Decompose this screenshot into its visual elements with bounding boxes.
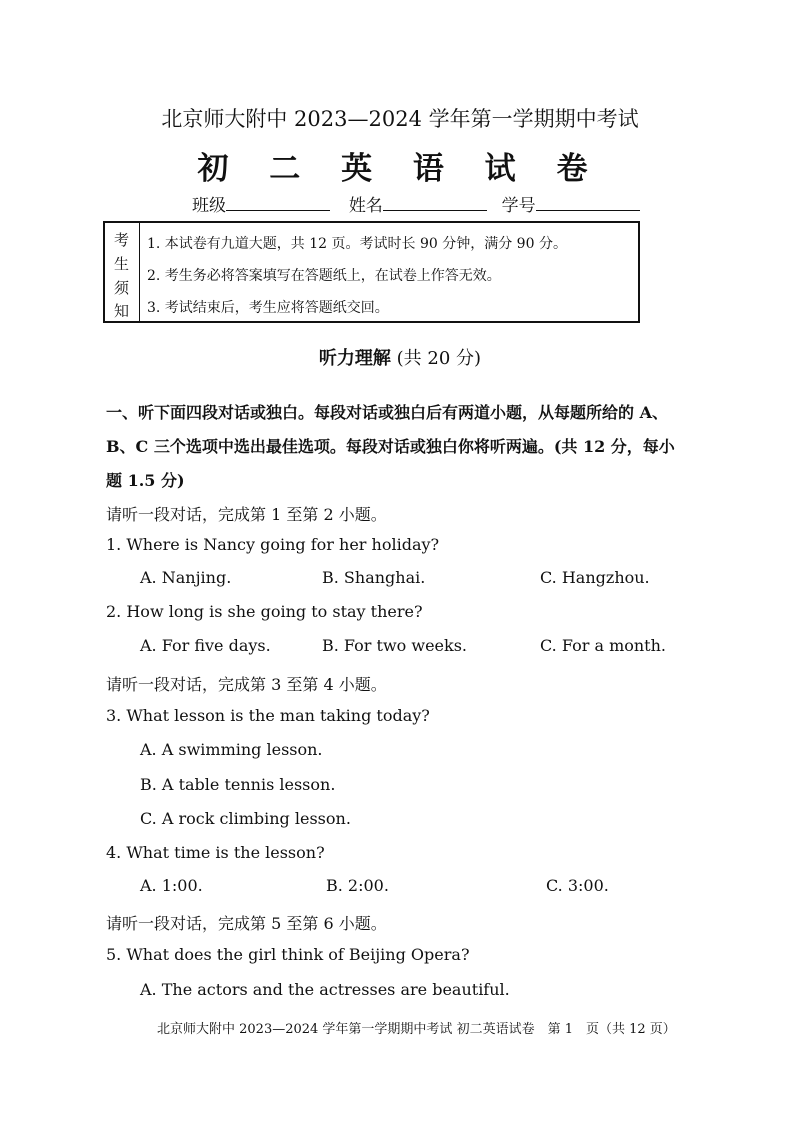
option-c: C. A rock climbing lesson. [140,809,351,828]
question-text: 5. What does the girl think of Beijing Opera? [106,945,470,964]
exam-subject-title: 初 二 英 语 试 卷 [197,151,603,187]
question-text: 1. Where is Nancy going for her holiday? [106,535,440,554]
option-c: C. For a month. [540,636,666,655]
notice-side-label [105,223,140,321]
exam-notice-box [103,221,640,323]
dialog-instruction: 请听一段对话，完成第 1 至第 2 小题。 [106,505,387,524]
notice-item: 1. 本试卷有九道大题，共 12 页。考试时长 90 分钟，满分 90 分。 [147,236,567,252]
exam-title: 北京师大附中 2023—2024 学年第一学期期中考试 [161,107,639,131]
part1-instruction-line: 题 1.5 分) [106,471,185,490]
question-text: 4. What time is the lesson? [106,843,325,862]
dialog-instruction: 请听一段对话，完成第 5 至第 6 小题。 [106,914,387,933]
student-id-label: 学号 [501,196,536,216]
notice-side-char: 须 [114,279,130,297]
option-c: C. Hangzhou. [540,568,650,587]
option-a: A. For five days. [140,636,271,655]
option-a: A. 1:00. [140,876,203,895]
option-b: B. Shanghai. [322,568,426,587]
part1-instruction-line: 一、听下面四段对话或独白。每段对话或独白后有两道小题，从每题所给的 A、 [106,403,668,422]
notice-side-char: 知 [114,302,130,320]
page-footer: 北京师大附中 2023—2024 学年第一学期期中考试 初二英语试卷 第 1 页（共 12 页） [157,1022,676,1037]
notice-side-char: 生 [114,255,130,273]
section-heading [0,344,800,370]
option-b: B. A table tennis lesson. [140,775,336,794]
class-label: 班级 [192,196,226,216]
notice-side-char: 考 [114,231,130,249]
option-a: A. The actors and the actresses are beautiful. [140,980,510,999]
question-text: 3. What lesson is the man taking today? [106,706,430,725]
option-a: A. Nanjing. [140,568,232,587]
section-score: (共 20 分) [396,348,482,369]
option-c: C. 3:00. [546,876,609,895]
notice-item: 3. 考试结束后，考生应将答题纸交回。 [147,300,389,316]
option-b: B. 2:00. [326,876,389,895]
dialog-instruction: 请听一段对话，完成第 3 至第 4 小题。 [106,675,387,694]
notice-item: 2. 考生务必将答案填写在答题纸上，在试卷上作答无效。 [147,268,501,284]
section-title: 听力理解 [318,348,391,369]
part1-instruction-line: B、C 三个选项中选出最佳选项。每段对话或独白你将听两遍。(共 12 分，每小 [106,437,675,456]
class-blank [226,194,330,211]
option-a: A. A swimming lesson. [140,740,323,759]
name-label: 姓名 [348,196,383,216]
option-b: B. For two weeks. [322,636,467,655]
student-id-blank [536,194,640,211]
question-text: 2. How long is she going to stay there? [106,602,423,621]
student-info-line [192,191,640,216]
name-blank [383,194,487,211]
